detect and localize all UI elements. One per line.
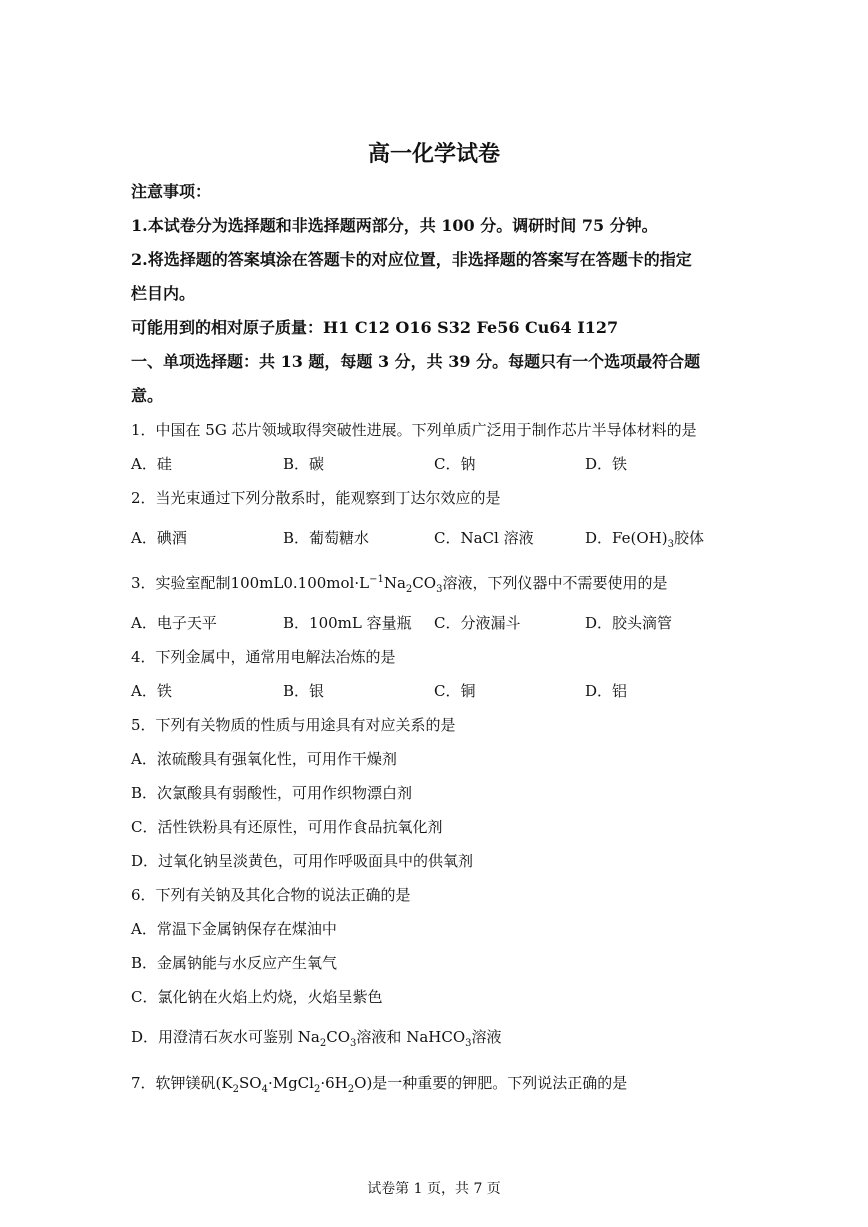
- question-1-option-a: A．硅: [131, 455, 172, 473]
- subscript: 3: [667, 539, 674, 550]
- question-6-option-a: A．常温下金属钠保存在煤油中: [131, 920, 337, 938]
- question-6-stem: 6．下列有关钠及其化合物的说法正确的是: [131, 886, 411, 904]
- section-heading-line-1: 一、单项选择题：共 13 题，每题 3 分，共 39 分。每题只有一个选项最符合题: [131, 352, 701, 371]
- subscript: 3: [465, 1038, 472, 1049]
- option-text: 溶液: [471, 1028, 502, 1046]
- question-3-option-a: A．电子天平: [131, 614, 217, 632]
- question-5-stem: 5．下列有关物质的性质与用途具有对应关系的是: [131, 716, 456, 734]
- question-7-stem: [131, 1073, 627, 1093]
- formula: Na: [383, 574, 406, 592]
- question-6-option-d: [131, 1027, 502, 1047]
- question-1-option-d: D．铁: [585, 455, 628, 473]
- formula: NaHCO: [406, 1028, 466, 1046]
- section-heading-line-2: 意。: [131, 386, 164, 405]
- question-3-stem: [131, 573, 667, 593]
- option-text: 胶体: [673, 529, 704, 547]
- page-title: 高一化学试卷: [367, 141, 500, 167]
- subscript: 2: [232, 1084, 239, 1095]
- question-2-option-a: A．碘酒: [131, 529, 187, 547]
- question-2-stem: 2．当光束通过下列分散系时，能观察到丁达尔效应的是: [131, 489, 501, 507]
- subscript: 2: [313, 1084, 321, 1095]
- stem-text: )是一种重要的钾肥。下列说法正确的是: [366, 1074, 628, 1092]
- formula: CO: [412, 574, 437, 592]
- question-4-option-b: B．银: [283, 682, 325, 700]
- subscript: 3: [436, 584, 443, 595]
- subscript: 4: [261, 1084, 268, 1095]
- stem-text: 7．软钾镁矾(: [131, 1074, 222, 1092]
- formula: ·MgCl: [267, 1074, 314, 1092]
- notice-heading: 注意事项：: [131, 182, 212, 201]
- question-4-option-d: D．铝: [585, 682, 628, 700]
- question-1-option-b: B．碳: [283, 455, 325, 473]
- question-2-option-b: B．葡萄糖水: [283, 529, 370, 547]
- subscript: 2: [319, 1038, 327, 1049]
- question-4-option-a: A．铁: [131, 682, 172, 700]
- question-5-option-b: B．次氯酸具有弱酸性，可用作织物漂白剂: [131, 784, 413, 802]
- question-4-stem: 4．下列金属中，通常用电解法冶炼的是: [131, 648, 396, 666]
- subscript: 2: [347, 1084, 355, 1095]
- stem-text: 溶液，下列仪器中不需要使用的是: [442, 574, 668, 592]
- formula: Na: [297, 1028, 320, 1046]
- question-2-option-d: [585, 528, 704, 548]
- option-text: 溶液和: [356, 1028, 407, 1046]
- formula: K: [221, 1074, 233, 1092]
- concentration: 100mL0.100mol·L: [230, 574, 370, 592]
- question-6-option-c: C．氯化钠在火焰上灼烧，火焰呈紫色: [131, 988, 383, 1006]
- option-text: D．用澄清石灰水可鉴别: [131, 1028, 298, 1046]
- page-footer: 试卷第 1 页，共 7 页: [367, 1181, 501, 1197]
- formula: SO: [239, 1074, 262, 1092]
- notice-item-1: 1.本试卷分为选择题和非选择题两部分，共 100 分。调研时间 75 分钟。: [131, 216, 658, 235]
- question-5-option-d: D．过氧化钠呈淡黄色，可用作呼吸面具中的供氧剂: [131, 852, 474, 870]
- question-1-option-c: C．钠: [434, 455, 476, 473]
- option-label: D．: [585, 529, 613, 547]
- question-3-option-d: D．胶头滴管: [585, 614, 673, 632]
- question-2-option-c: C．NaCl 溶液: [434, 529, 534, 547]
- question-3-option-c: C．分液漏斗: [434, 614, 521, 632]
- question-4-option-c: C．铜: [434, 682, 476, 700]
- question-5-option-c: C．活性铁粉具有还原性，可用作食品抗氧化剂: [131, 818, 443, 836]
- notice-item-2-line-2: 栏目内。: [131, 284, 196, 303]
- superscript: −1: [369, 574, 384, 585]
- formula: Fe(OH): [612, 529, 668, 547]
- question-1-stem: 1．中国在 5G 芯片领域取得突破性进展。下列单质广泛用于制作芯片半导体材料的是: [131, 421, 697, 439]
- formula: CO: [326, 1028, 351, 1046]
- question-3-option-b: B．100mL 容量瓶: [283, 614, 412, 632]
- atomic-masses: 可能用到的相对原子质量：H1 C12 O16 S32 Fe56 Cu64 I127: [131, 318, 619, 337]
- question-6-option-b: B．金属钠能与水反应产生氧气: [131, 954, 338, 972]
- question-5-option-a: A．浓硫酸具有强氧化性，可用作干燥剂: [131, 750, 397, 768]
- stem-text: 3．实验室配制: [131, 574, 231, 592]
- formula: O: [354, 1074, 367, 1092]
- formula: ·6H: [320, 1074, 348, 1092]
- notice-item-2-line-1: 2.将选择题的答案填涂在答题卡的对应位置，非选择题的答案写在答题卡的指定: [131, 250, 692, 269]
- subscript: 3: [350, 1038, 357, 1049]
- subscript: 2: [405, 584, 413, 595]
